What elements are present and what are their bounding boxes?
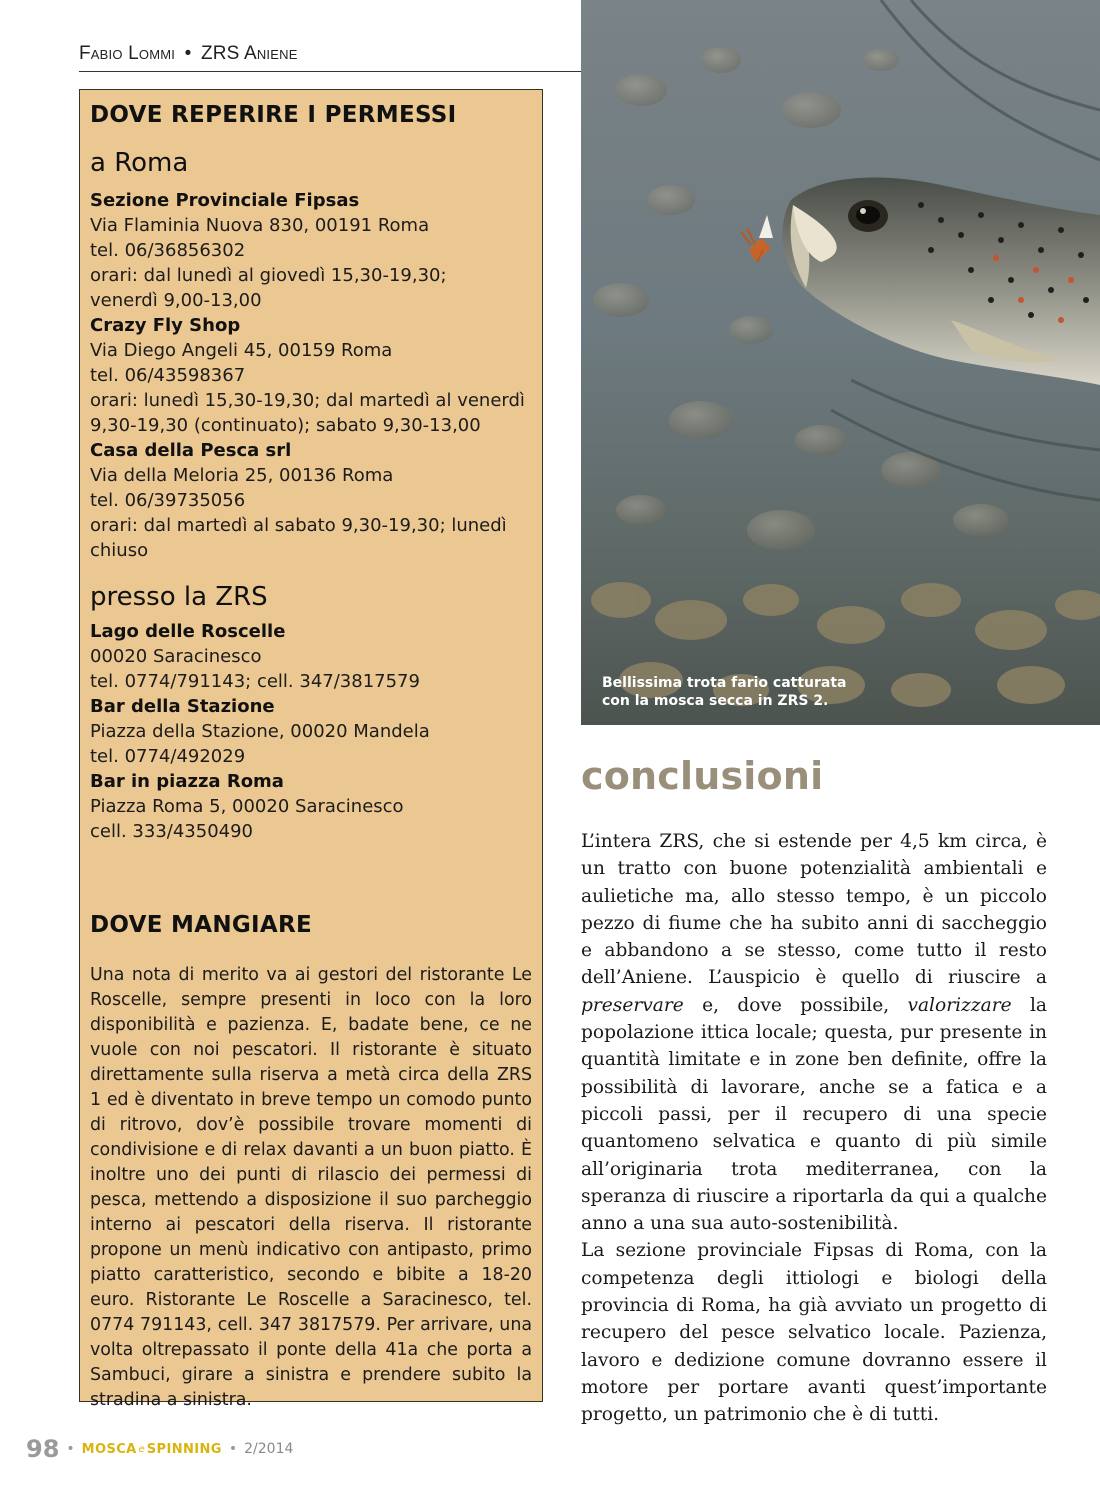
trout-illustration — [581, 0, 1100, 725]
entry-line: venerdì 9,00-13,00 — [90, 290, 262, 311]
entry-line: Via Flaminia Nuova 830, 00191 Roma — [90, 215, 430, 236]
permits-heading: DOVE REPERIRE I PERMESSI — [90, 102, 457, 128]
entry-name: Sezione Provinciale Fipsas — [90, 190, 360, 211]
author-name: Fabio Lommi — [79, 43, 176, 64]
issue-number: 2/2014 — [244, 1441, 294, 1457]
entry-line: Piazza della Stazione, 00020 Mandela — [90, 721, 430, 742]
magazine-name-e: e — [138, 1443, 145, 1455]
entry-name: Casa della Pesca srl — [90, 440, 292, 461]
info-box — [79, 89, 543, 1410]
magazine-name-part2: SPINNING — [146, 1441, 222, 1457]
entry-line: Via della Meloria 25, 00136 Roma — [90, 465, 394, 486]
paragraph: L’intera ZRS, che si estende per 4,5 km circa, è un tratto con buone potenzialità ambientali e aulietiche ma, allo stesso tempo, è un piccolo pezzo di fiume che ha subito anni di saccheggio e abbandono a se stesso, come tutto il resto dell’Aniene. L’auspicio è quello di riuscire a preservare e, dove possibile, valorizzare la popolazione ittica locale; questa, pur presente in quantità limitate e in zone ben definite, offre la possibilità di lavorare, anche se a fatica e a piccoli passi, per il recupero di una specie quantomeno selvatica e quanto di più simile all’originaria trota mediterranea, con la speranza di riuscire a riportarla da qui a qualche anno a una sua auto-sostenibilità. — [581, 831, 1047, 1235]
entry-line: orari: lunedì 15,30-19,30; dal martedì al venerdì — [90, 390, 525, 411]
zrs-permit-list — [90, 619, 532, 844]
header-rule — [79, 71, 582, 72]
entry-name: Crazy Fly Shop — [90, 315, 241, 336]
caption-line: con la mosca secca in ZRS 2. — [602, 693, 829, 709]
entry-line: 9,30-19,30 (continuato); sabato 9,30-13,00 — [90, 415, 481, 436]
footer-dot: • — [228, 1441, 238, 1457]
entry-line: orari: dal lunedì al giovedì 15,30-19,30; — [90, 265, 447, 286]
section-name: ZRS Aniene — [200, 43, 298, 64]
magazine-name-part1: MOSCA — [81, 1441, 137, 1457]
zrs-subheading: presso la ZRS — [90, 582, 268, 612]
rome-permit-list — [90, 188, 532, 563]
page-number: 98 — [26, 1435, 60, 1463]
entry-line: tel. 06/43598367 — [90, 365, 246, 386]
page-footer — [26, 1432, 293, 1466]
entry-line: Via Diego Angeli 45, 00159 Roma — [90, 340, 393, 361]
caption-line: Bellissima trota fario catturata — [602, 675, 847, 691]
entry-line: tel. 06/39735056 — [90, 490, 246, 511]
entry-line: chiuso — [90, 540, 149, 561]
article-body — [581, 828, 1047, 1429]
entry-line: 00020 Saracinesco — [90, 646, 262, 667]
footer-dot: • — [66, 1441, 75, 1457]
paragraph: La sezione provinciale Fipsas di Roma, con la competenza degli ittiologi e biologi della provincia di Roma, ha già avviato un progetto di recupero del pesce selvatico locale. Pazienza, lavoro e dedizione comune dovranno essere il motore per portare avanti quest’importante progetto, un patrimonio che è di tutti. — [581, 1240, 1047, 1426]
trout-photo — [581, 0, 1100, 725]
entry-name: Lago delle Roscelle — [90, 621, 286, 642]
eat-heading: DOVE MANGIARE — [90, 912, 313, 938]
entry-line: Piazza Roma 5, 00020 Saracinesco — [90, 796, 404, 817]
section-title: conclusioni — [581, 754, 824, 798]
separator-dot: • — [184, 43, 192, 64]
running-head — [79, 43, 581, 65]
entry-name: Bar in piazza Roma — [90, 771, 284, 792]
photo-caption — [602, 674, 902, 710]
rome-subheading: a Roma — [90, 148, 189, 178]
entry-line: tel. 0774/492029 — [90, 746, 246, 767]
entry-line: orari: dal martedì al sabato 9,30-19,30; lunedì — [90, 515, 507, 536]
eat-paragraph: Una nota di merito va ai gestori del ristorante Le Roscelle, sempre presenti in loco con la loro disponibilità e pazienza. E, badate bene, ce ne vuole con noi pescatori. Il ristorante è situato direttamente sulla riserva a metà circa della ZRS 1 ed è diventato in breve tempo un comodo punto di ritrovo, dov’è possibile trovare momenti di condivisione e di relax davanti a un buon piatto. È inoltre uno dei punti di rilascio dei permessi di pesca, mettendo a disposizione il suo parcheggio interno ai pescatori della riserva. Il ristorante propone un menù indicativo con antipasto, primo piatto caratteristico, secondo e bibite a 18-20 euro. Ristorante Le Roscelle a Saracinesco, tel. 0774 791143, cell. 347 3817579. Per arrivare, una volta oltrepassato il ponte della 41a che porta a Sambuci, girare a sinistra e prendere subito la stradina a sinistra. — [90, 965, 532, 1410]
entry-name: Bar della Stazione — [90, 696, 275, 717]
entry-line: cell. 333/4350490 — [90, 821, 254, 842]
entry-line: tel. 0774/791143; cell. 347/3817579 — [90, 671, 420, 692]
entry-line: tel. 06/36856302 — [90, 240, 246, 261]
